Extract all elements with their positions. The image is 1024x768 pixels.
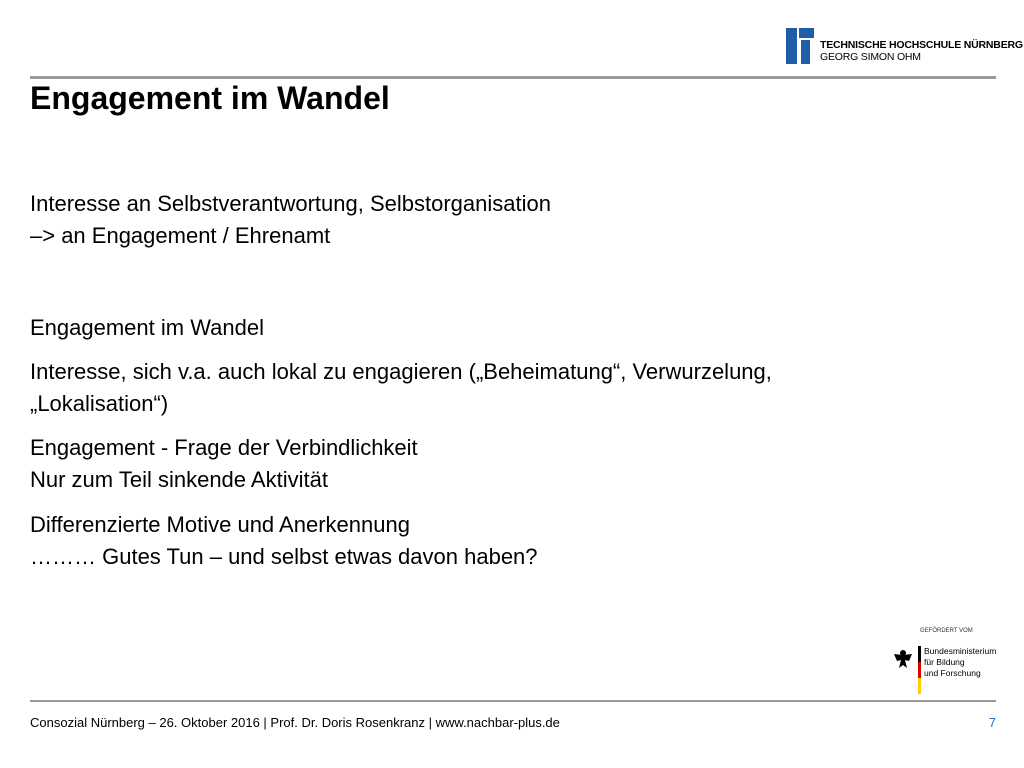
body-line: –> an Engagement / Ehrenamt <box>30 223 331 248</box>
institution-logo <box>786 28 1023 64</box>
sponsor-name <box>924 646 996 679</box>
body-line: Engagement im Wandel <box>30 315 264 340</box>
german-flag-stripe-icon <box>918 646 921 694</box>
body-line: Nur zum Teil sinkende Aktivität <box>30 467 328 492</box>
body-line: Engagement - Frage der Verbindlichkeit <box>30 435 418 460</box>
sponsor-header: GEFÖRDERT VOM <box>920 628 973 634</box>
page-number: 7 <box>988 715 996 730</box>
slide-title: Engagement im Wandel <box>30 80 390 116</box>
th-nuernberg-logo-icon <box>786 28 814 64</box>
footer-text: Consozial Nürnberg – 26. Oktober 2016 | Prof. Dr. Doris Rosenkranz | www.nachbar-plus.de <box>30 715 560 730</box>
body-line: Differenzierte Motive und Anerkennung <box>30 512 410 537</box>
institution-subname: GEORG SIMON OHM <box>820 51 921 63</box>
sponsor-line: für Bildung <box>924 657 965 667</box>
sponsor-line: und Forschung <box>924 668 981 678</box>
sponsor-line: Bundesministerium <box>924 646 997 656</box>
institution-name: TECHNISCHE HOCHSCHULE NÜRNBERG <box>820 39 1023 51</box>
body-line: ……… Gutes Tun – und selbst etwas davon haben? <box>30 544 538 569</box>
body-line: Interesse, sich v.a. auch lokal zu engagieren („Beheimatung“, Verwurzelung, <box>30 359 772 384</box>
body-line: Interesse an Selbstverantwortung, Selbstorganisation <box>30 191 551 216</box>
header-divider <box>30 76 996 79</box>
body-line: „Lokalisation“) <box>30 391 169 416</box>
footer-divider <box>30 700 996 702</box>
sponsor-logo <box>890 622 1000 698</box>
federal-eagle-icon <box>892 648 914 670</box>
